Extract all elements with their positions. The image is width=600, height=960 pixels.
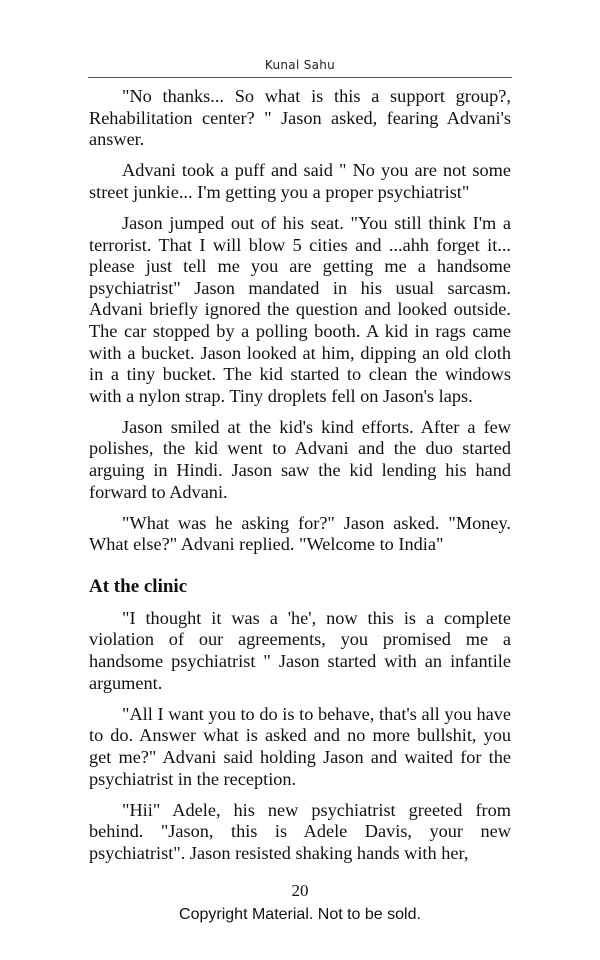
body-text bbox=[89, 86, 511, 864]
paragraph: Jason jumped out of his seat. "You still think I'm a terrorist. That I will blow 5 cities and ...ahh forget it... please just tell me you are getting me a handsome psychiatrist" Jason mandated in his usual sarcasm. Advani briefly ignored the question and looked outside. The car stopped by a polling booth. A kid in rags came with a bucket. Jason looked at him, dipping an old cloth in a tiny bucket. The kid started to clean the windows with a nylon strap. Tiny droplets fell on Jason's laps. bbox=[89, 212, 511, 406]
paragraph: "I thought it was a 'he', now this is a complete violation of our agreements, you promised me a handsome psychiatrist " Jason started with an infantile argument. bbox=[89, 607, 511, 693]
paragraph: "What was he asking for?" Jason asked. "Money. What else?" Advani replied. "Welcome to India" bbox=[89, 512, 511, 555]
paragraph: "Hii" Adele, his new psychiatrist greeted from behind. "Jason, this is Adele Davis, your new psychiatrist". Jason resisted shaking hands with her, bbox=[89, 799, 511, 863]
section-heading: At the clinic bbox=[89, 575, 188, 597]
paragraph: Jason smiled at the kid's kind efforts. After a few polishes, the kid went to Advani and the duo started arguing in Hindi. Jason saw the kid lending his hand forward to Advani. bbox=[89, 416, 511, 502]
copyright-notice: Copyright Material. Not to be sold. bbox=[179, 906, 421, 923]
header-rule bbox=[88, 77, 512, 78]
page-number: 20 bbox=[291, 881, 309, 900]
paragraph: "All I want you to do is to behave, that's all you have to do. Answer what is asked and no more bullshit, you get me?" Advani said holding Jason and waited for the psychiatrist in the reception. bbox=[89, 703, 511, 789]
running-head: Kunal Sahu bbox=[264, 58, 336, 72]
paragraph: "No thanks... So what is this a support group?, Rehabilitation center? " Jason asked, fearing Advani's answer. bbox=[89, 86, 511, 150]
paragraph: Advani took a puff and said " No you are not some street junkie... I'm getting you a proper psychiatrist" bbox=[89, 160, 511, 202]
